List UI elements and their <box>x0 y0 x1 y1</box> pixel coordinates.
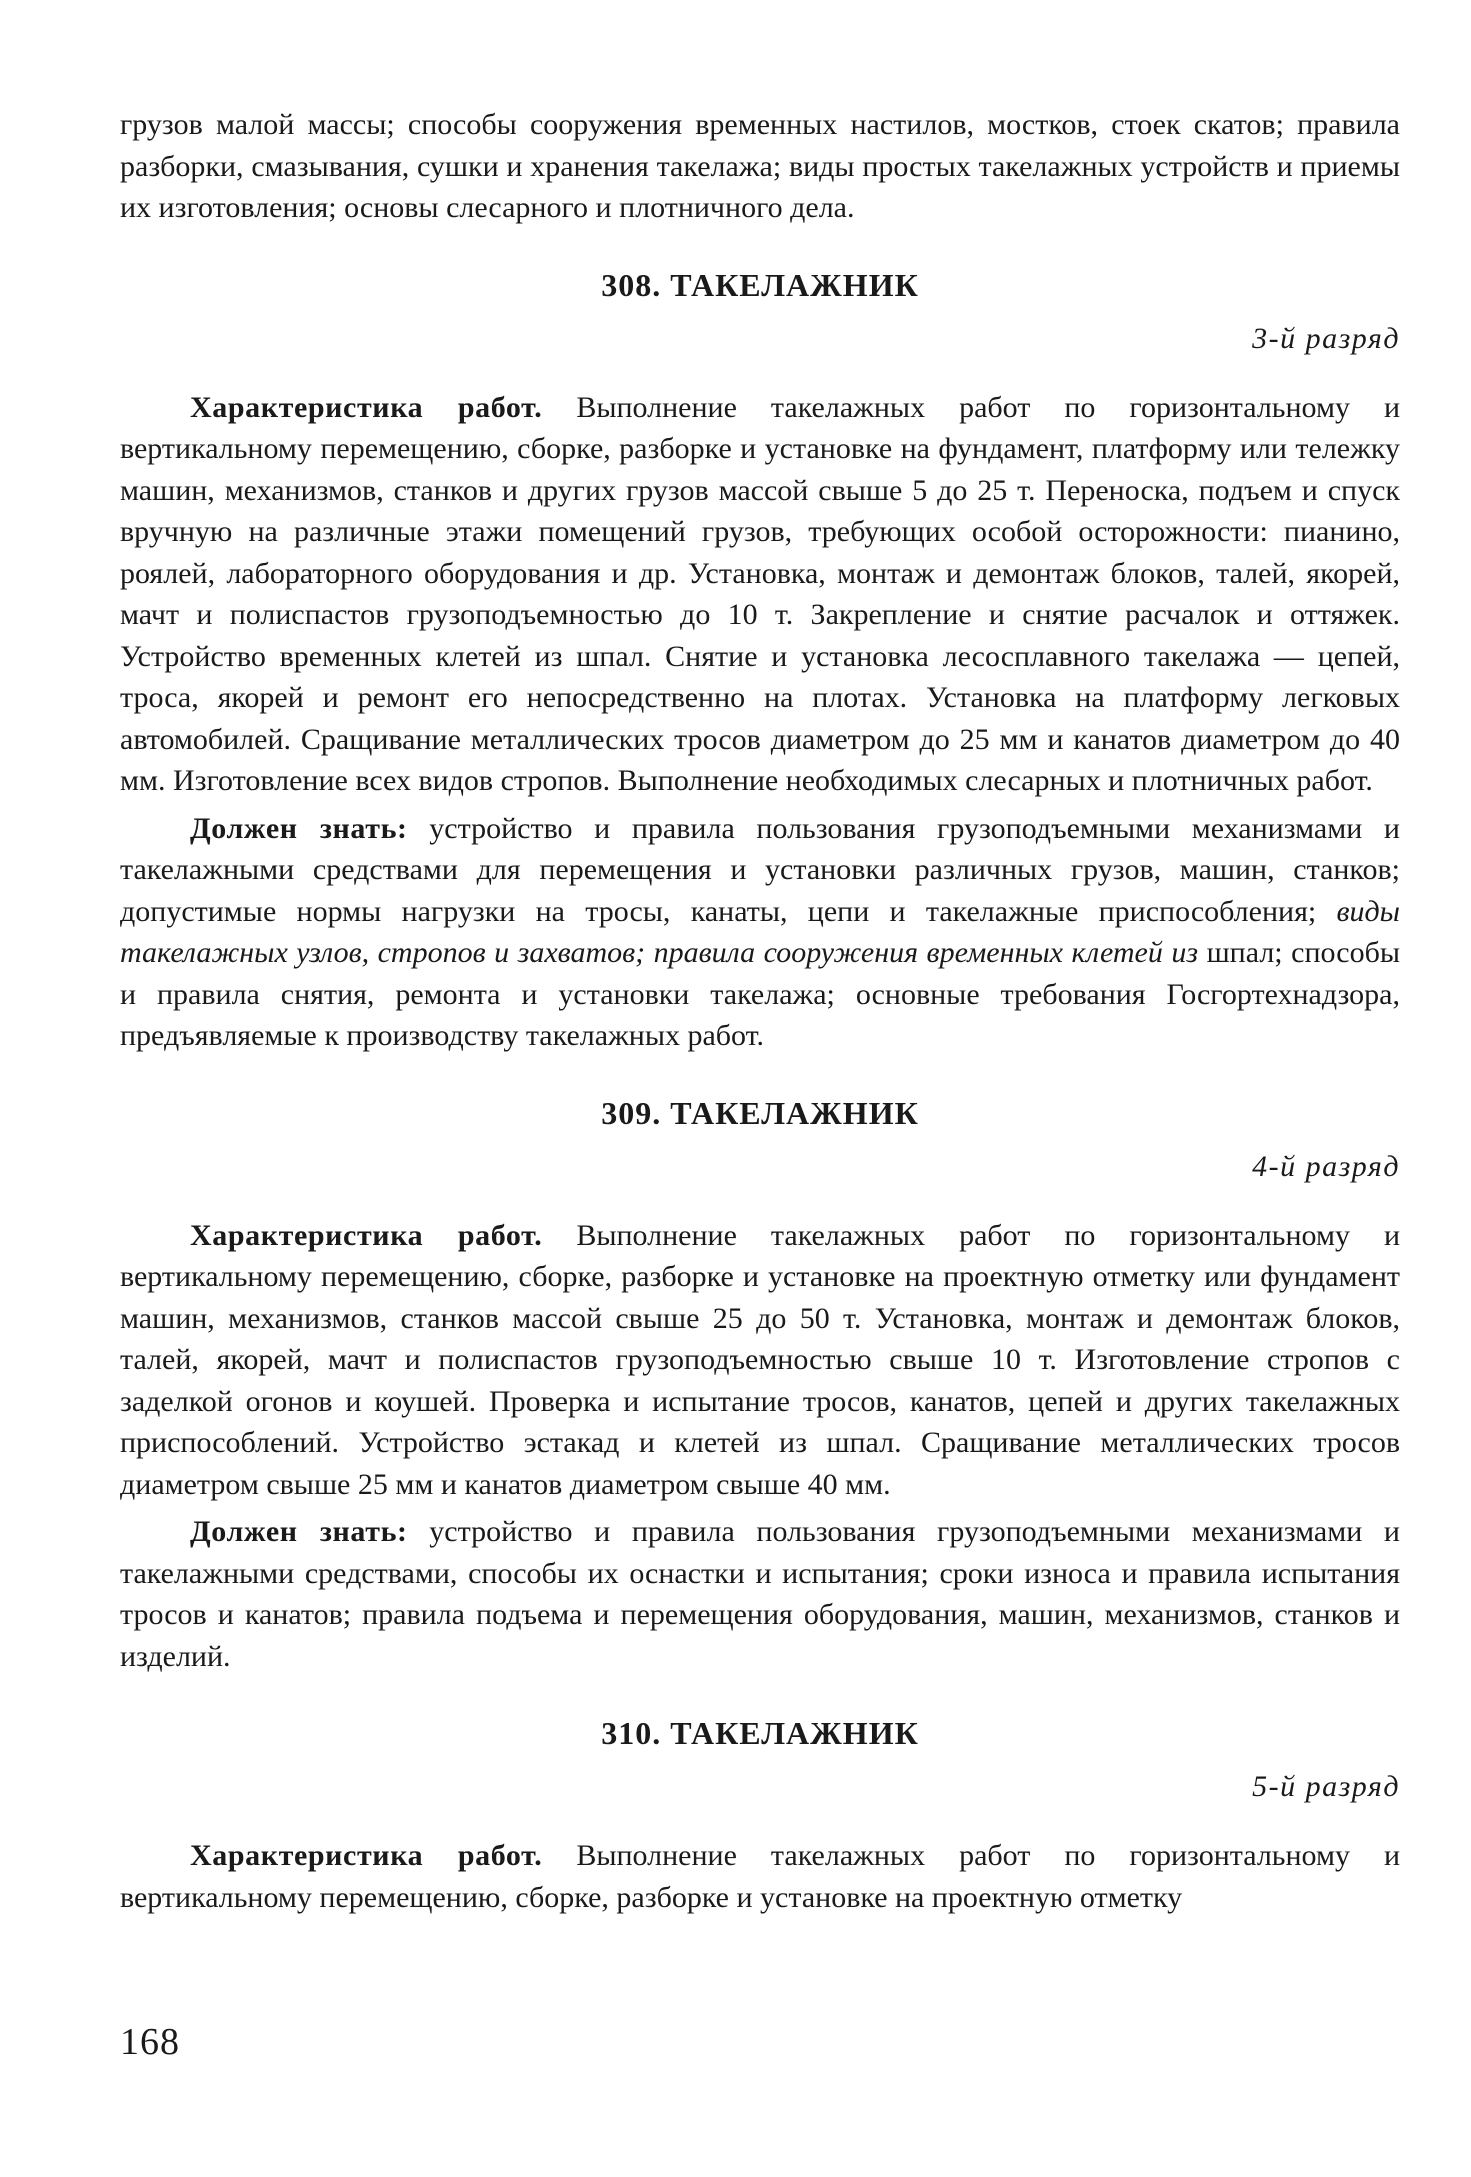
page-number: 168 <box>120 2021 180 2063</box>
section-title-309: 309. ТАКЕЛАЖНИК <box>601 1094 919 1131</box>
work-text: Выполнение такелажных работ по горизонтальному и вертикальному перемещению, сборке, разборке и установке на фундамент, платформу или тележку машин, механизмов, станков и других грузов массой свыше 5 до 25 т. Переноска, подъем и спуск вручную на различные этажи помещений грузов, требующих особой осторожности: пианино, роялей, лабораторного оборудования и др. Установка, монтаж и демонтаж блоков, талей, якорей, мачт и полиспастов грузоподъемностью до 10 т. Закрепление и снятие расчалок и оттяжек. Устройство временных клетей из шпал. Снятие и установка лесосплавного такелажа — цепей, троса, якорей и ремонт его непосредственно на плотах. Установка на платформу легковых автомобилей. Сращивание металлических тросов диаметром до 25 мм и канатов диаметром до 40 мм. Изготовление всех видов стропов. Выполнение необходимых слесарных и плотничных работ. <box>120 390 1400 797</box>
know-label: Должен знать: <box>190 1515 408 1548</box>
know-text-part-1: устройство и правила пользования грузоподъемными механизмами и такелажными средствами для перемещения и установки различных грузов, машин, станков; допустимые нормы нагрузки на тросы, канаты, цепи и такелажные приспособления; <box>120 811 1400 928</box>
work-characteristics-310 <box>120 1835 1400 1918</box>
work-text: Выполнение такелажных работ по горизонтальному и вертикальному перемещению, сборке, разборке и установке на проектную отметку или фундамент машин, механизмов, станков массой свыше 25 до 50 т. Установка, монтаж и демонтаж блоков, талей, якорей, мачт и полиспастов грузоподъемностью свыше 10 т. Изготовление стропов с заделкой огонов и коушей. Проверка и испытание тросов, канатов, цепей и других такелажных приспособлений. Устройство эстакад и клетей из шпал. Сращивание металлических тросов диаметром свыше 25 мм и канатов диаметром свыше 40 мм. <box>120 1218 1400 1501</box>
know-text: устройство и правила пользования грузоподъемными механизмами и такелажными средствами, способы их оснастки и испытания; сроки износа и правила испытания тросов и канатов; правила подъема и перемещения оборудования, машин, механизмов, станков и изделий. <box>120 1515 1400 1673</box>
work-label: Характеристика работ. <box>190 390 543 424</box>
know-label: Должен знать: <box>190 811 408 845</box>
intro-paragraph: грузов малой массы; способы сооружения временных настилов, мостков, стоек скатов; правила разборки, смазывания, сушки и хранения такелажа; виды простых такелажных устройств и приемы их изготовления; основы слесарного и плотничного дела. <box>120 108 1400 224</box>
section-title-310: 310. ТАКЕЛАЖНИК <box>601 1715 919 1751</box>
work-label: Характеристика работ. <box>190 1218 543 1252</box>
section-rank-310: 5-й разряд <box>1252 1770 1400 1803</box>
section-title-308: 308. ТАКЕЛАЖНИК <box>601 266 919 303</box>
required-knowledge-308 <box>120 808 1400 1057</box>
section-rank-309: 4-й разряд <box>1252 1149 1400 1183</box>
work-characteristics-309 <box>120 1215 1400 1506</box>
section-rank-308: 3-й разряд <box>1252 321 1400 355</box>
work-label: Характеристика работ. <box>190 1839 543 1872</box>
required-knowledge-309 <box>120 1511 1400 1677</box>
work-text: Выполнение такелажных работ по горизонтальному и вертикальному перемещению, сборке, разборке и установке на проектную отметку <box>120 1839 1400 1914</box>
know-text-part-2: шпал; способы и правила снятия, ремонта и установки такелажа; основные требования Госгортехнадзора, предъявляемые к производству такелажных работ. <box>120 936 1400 1052</box>
work-characteristics-308 <box>120 387 1400 802</box>
document-page <box>120 104 1400 1918</box>
know-text-italic: виды такелажных узлов, стропов и захватов; правила сооружения временных клетей из <box>120 894 1400 969</box>
